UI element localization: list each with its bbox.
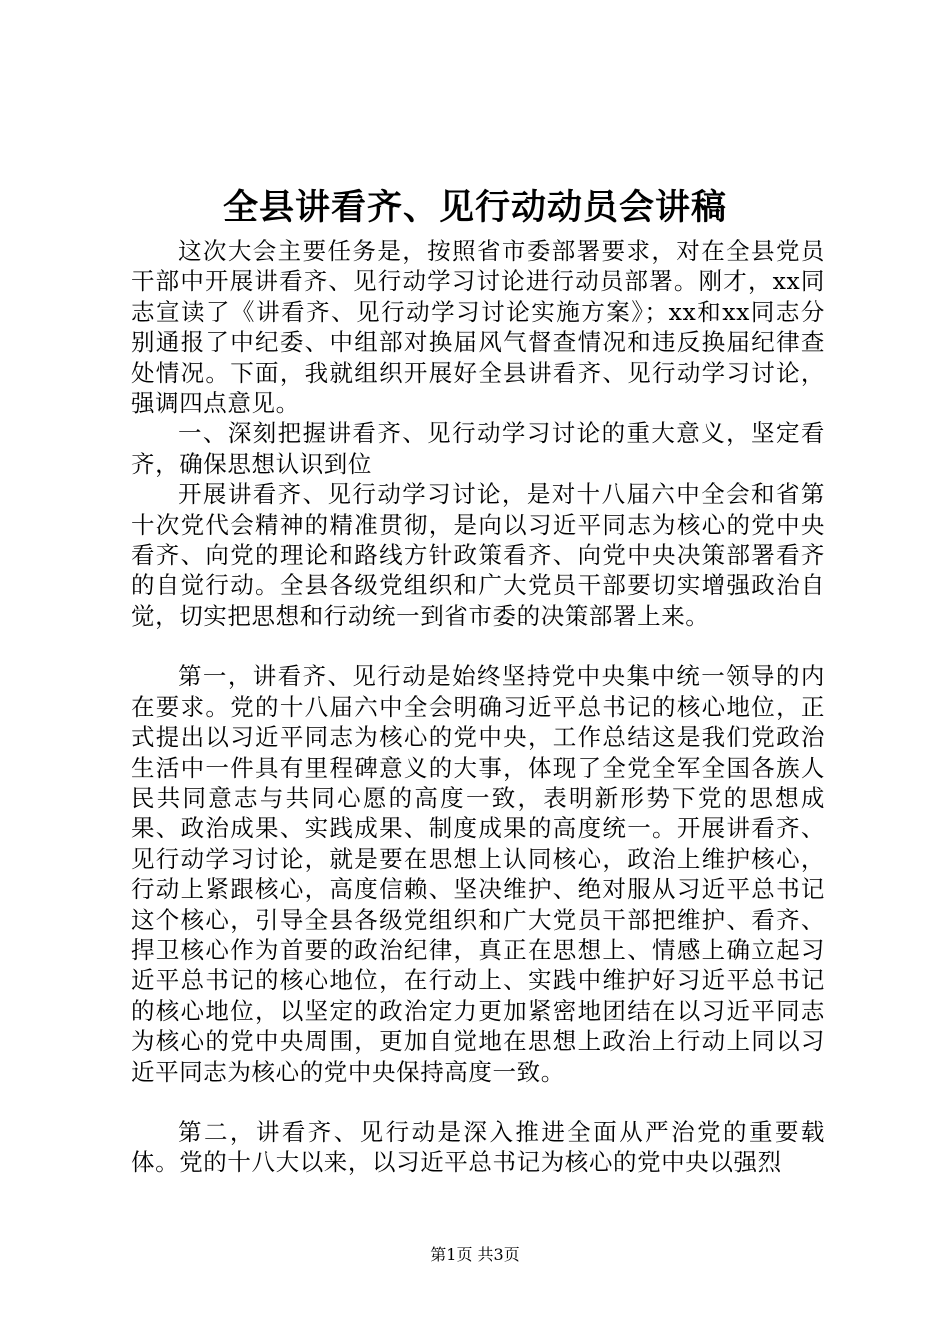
page-footer: 第1页 共3页 — [430, 1245, 520, 1264]
document-title: 全县讲看齐、见行动动员会讲稿 — [222, 187, 727, 228]
paragraph-section-1: 开展讲看齐、见行动学习讨论，是对十八届六中全会和省第十次党代会精神的精准贯彻，是向以习近平同志为核心的党中央看齐、向党的理论和路线方针政策看齐、向党中央决策部署看齐的自觉行动。全县各级党组织和广大党员干部要切实增强政治自觉，切实把思想和行动统一到省市委的决策部署上来。 — [131, 480, 825, 630]
paragraph-point-2: 第二，讲看齐、见行动是深入推进全面从严治党的重要载体。党的十八大以来，以习近平总书记为核心的党中央以强烈 — [131, 1117, 825, 1177]
document-body — [131, 236, 825, 1178]
paragraph-intro: 这次大会主要任务是，按照省市委部署要求，对在全县党员干部中开展讲看齐、见行动学习讨论进行动员部署。刚才，xx同志宣读了《讲看齐、见行动学习讨论实施方案》；xx和xx同志分别通报了中纪委、中组部对换届风气督查情况和违反换届纪律查处情况。下面，我就组织开展好全县讲看齐、见行动学习讨论，强调四点意见。 — [131, 237, 825, 418]
section-heading-1: 一、深刻把握讲看齐、见行动学习讨论的重大意义，坚定看齐，确保思想认识到位 — [131, 419, 825, 478]
paragraph-point-1: 第一，讲看齐、见行动是始终坚持党中央集中统一领导的内在要求。党的十八届六中全会明确习近平总书记的核心地位，正式提出以习近平同志为核心的党中央，工作总结这是我们党政治生活中一件具有里程碑意义的大事，体现了全党全军全国各族人民共同意志与共同心愿的高度一致，表明新形势下党的思想成果、政治成果、实践成果、制度成果的高度统一。开展讲看齐、见行动学习讨论，就是要在思想上认同核心，政治上维护核心，行动上紧跟核心，高度信赖、坚决维护、绝对服从习近平总书记这个核心，引导全县各级党组织和广大党员干部把维护、看齐、捍卫核心作为首要的政治纪律，真正在思想上、情感上确立起习近平总书记的核心地位，在行动上、实践中维护好习近平总书记的核心地位，以坚定的政治定力更加紧密地团结在以习近平同志为核心的党中央周围，更加自觉地在思想上政治上行动上同以习近平同志为核心的党中央保持高度一致。 — [131, 662, 825, 1086]
